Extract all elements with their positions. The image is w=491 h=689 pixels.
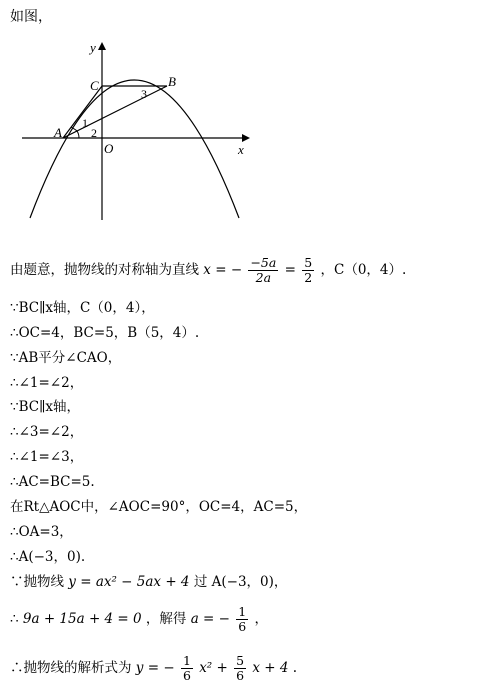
- label-c: C: [90, 78, 99, 93]
- fraction-coef-1: $\frac{1}{6}$: [182, 653, 191, 683]
- y-axis-arrow-icon: [98, 42, 106, 50]
- fraction-axis: $\frac{-5a}{2a}$: [250, 255, 277, 285]
- solution-line-7: ∴∠3=∠2，: [10, 424, 84, 440]
- solution-line-9: ∴AC=BC=5.: [10, 474, 95, 490]
- fraction-coef-2: $\frac{5}{6}$: [236, 653, 245, 683]
- solution-line-14: ∴ 9a + 15a + 4 = 0 ，解得 a = − $\frac{1}{6}$ ，: [10, 604, 269, 634]
- intro-text: 如图，: [10, 9, 52, 25]
- solution-line-15: ∴抛物线的解析式为 y = − $\frac{1}{6}$ x² + $\frac{5}{6}$ x + 4 .: [10, 653, 298, 683]
- fraction-five-halves: $\frac{5}{2}$: [304, 255, 313, 285]
- solution-line-6: ∵BC∥x轴，: [10, 399, 80, 415]
- solution-line-10: 在Rt△AOC中，∠AOC=90°，OC=4，AC=5，: [10, 499, 308, 515]
- segment-ab: [63, 86, 167, 138]
- label-angle-3: 3: [141, 87, 147, 101]
- label-y: y: [90, 40, 96, 55]
- angle-2-arc: [77, 131, 79, 138]
- solution-line-12: ∴A(−3，0).: [10, 549, 86, 565]
- parabola-curve: [30, 80, 239, 218]
- label-b: B: [168, 74, 176, 89]
- parabola-figure: [0, 38, 260, 228]
- solution-line-1: 由题意，抛物线的对称轴为直线 x = − $\frac{-5a}{2a}$ = $\frac{5}{2}$ ，C（0，4）.: [10, 255, 407, 285]
- solution-line-4: ∵AB平分∠CAO，: [10, 350, 122, 366]
- solution-line-5: ∴∠1=∠2，: [10, 375, 84, 391]
- label-angle-1: 1: [82, 116, 88, 130]
- label-angle-2: 2: [91, 126, 97, 140]
- solution-line-13: ∵抛物线 y = ax² − 5ax + 4 过 A(−3，0)，: [10, 574, 288, 590]
- solution-line-2: ∵BC∥x轴，C（0，4），: [10, 300, 155, 316]
- solution-line-11: ∴OA=3，: [10, 524, 73, 540]
- label-o: O: [104, 141, 114, 156]
- solution-line-3: ∴OC=4，BC=5，B（5，4）.: [10, 325, 200, 341]
- fraction-a-value: $\frac{1}{6}$: [238, 604, 247, 634]
- label-x: x: [238, 142, 244, 157]
- label-a: A: [54, 125, 62, 140]
- solution-line-8: ∴∠1=∠3，: [10, 449, 84, 465]
- x-axis-arrow-icon: [242, 134, 250, 142]
